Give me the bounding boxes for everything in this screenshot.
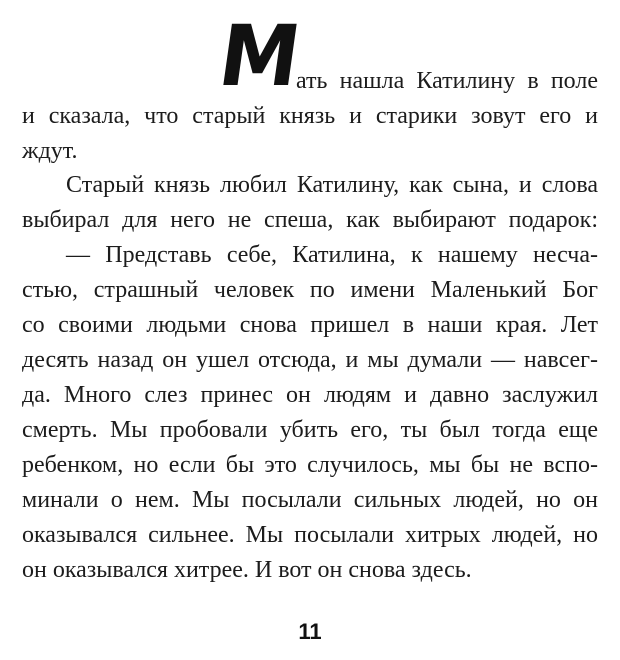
text-line: ать нашла Катилину в поле [296,68,598,94]
text-line: оказывался сильнее. Мы посылали хитрых людей, но [22,522,598,548]
page-number: 11 [298,619,322,644]
text-line: стью, страшный человек по имени Маленький Бог [22,277,598,303]
text-line: ждут. [22,138,78,164]
text-line: — Представь себе, Катилина, к нашему несча- [66,242,598,268]
text-line: десять назад он ушел отсюда, и мы думали — навсег- [22,347,598,373]
text-line: минали о нем. Мы посылали сильных людей, но он [22,487,598,513]
text-line: он оказывался хитрее. И вот он снова здесь. [22,557,472,583]
text-line: да. Много слез принес он людям и давно заслужил [22,382,598,408]
text-line: со своими людьми снова пришел в наши края. Лет [22,312,598,338]
text-line: Старый князь любил Катилину, как сына, и слова [66,172,598,198]
text-line: ребенком, но если бы это случилось, мы бы не вспо- [22,452,598,478]
text-line: выбирал для него не спеша, как выбирают подарок: [22,207,598,233]
drop-cap: М [213,7,307,105]
text-line: смерть. Мы пробовали убить его, ты был тогда еще [22,417,598,443]
text-line: и сказала, что старый князь и старики зовут его и [22,103,598,129]
